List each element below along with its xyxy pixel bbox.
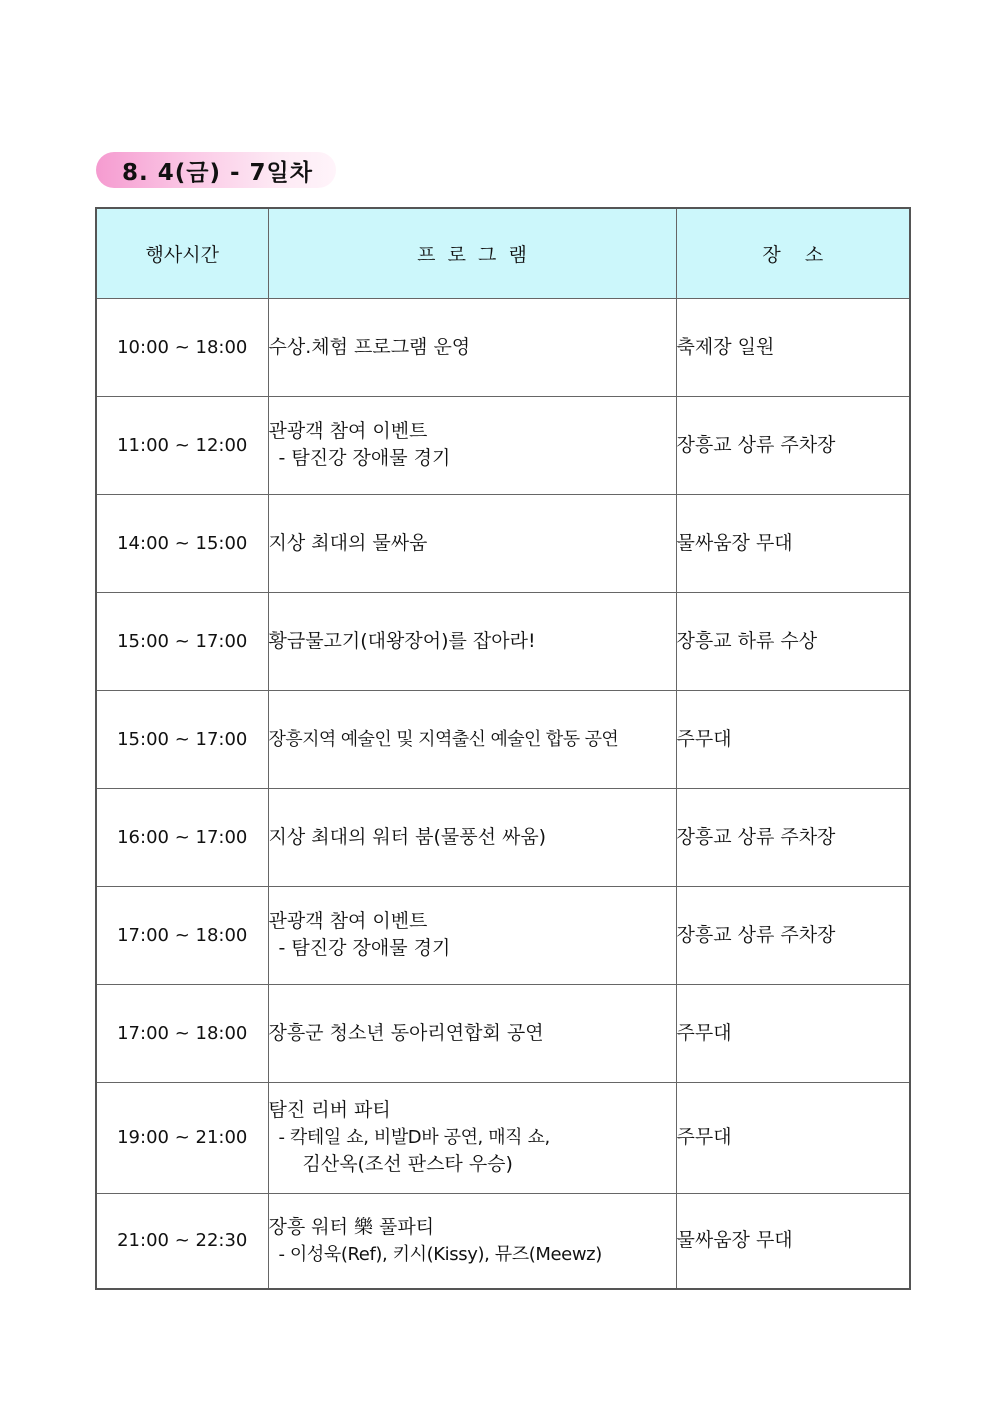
table-row <box>96 886 910 984</box>
table-row <box>96 1082 910 1193</box>
row-program <box>268 1082 676 1193</box>
program-title: 지상 최대의 물싸움 <box>268 531 428 554</box>
row-time: 19:00 ~ 21:00 <box>96 1082 268 1193</box>
row-time: 10:00 ~ 18:00 <box>96 298 268 396</box>
program-detail-continued: 김산옥(조선 판스타 우승) <box>302 1153 513 1175</box>
row-place: 장흥교 하류 수상 <box>676 592 910 690</box>
table-row <box>96 984 910 1082</box>
table-row <box>96 788 910 886</box>
row-time: 15:00 ~ 17:00 <box>96 592 268 690</box>
table-row <box>96 1193 910 1289</box>
row-program <box>268 984 676 1082</box>
table-row <box>96 298 910 396</box>
program-title: 장흥군 청소년 동아리연합회 공연 <box>268 1021 544 1044</box>
program-title: 관광객 참여 이벤트 <box>268 910 428 932</box>
program-detail: - 이성욱(Ref), 키시(Kissy), 뮤즈(Meewz) <box>278 1243 602 1265</box>
row-time: 21:00 ~ 22:30 <box>96 1193 268 1289</box>
program-title: 장흥지역 예술인 및 지역출신 예술인 합동 공연 <box>268 728 619 750</box>
header-program: 프 로 그 램 <box>268 208 676 298</box>
row-program <box>268 494 676 592</box>
row-place: 주무대 <box>676 690 910 788</box>
program-detail: - 탐진강 장애물 경기 <box>278 937 451 959</box>
row-place: 주무대 <box>676 1082 910 1193</box>
row-program <box>268 690 676 788</box>
program-detail: - 탐진강 장애물 경기 <box>278 447 451 469</box>
program-title: 장흥 워터 樂 풀파티 <box>268 1215 435 1238</box>
row-program <box>268 886 676 984</box>
row-time: 15:00 ~ 17:00 <box>96 690 268 788</box>
day-title: 8. 4(금) - 7일차 <box>122 159 313 186</box>
row-place: 장흥교 상류 주차장 <box>676 396 910 494</box>
program-title: 수상.체험 프로그램 운영 <box>268 335 471 358</box>
program-title: 황금물고기(대왕장어)를 잡아라! <box>268 629 536 652</box>
row-place: 물싸움장 무대 <box>676 494 910 592</box>
row-place: 장흥교 상류 주차장 <box>676 886 910 984</box>
row-program <box>268 1193 676 1289</box>
row-program <box>268 788 676 886</box>
table-header-row <box>96 208 910 298</box>
row-program <box>268 592 676 690</box>
program-title: 관광객 참여 이벤트 <box>268 420 428 442</box>
program-title: 지상 최대의 워터 붐(물풍선 싸움) <box>268 825 547 848</box>
row-program <box>268 298 676 396</box>
row-time: 14:00 ~ 15:00 <box>96 494 268 592</box>
table-row <box>96 690 910 788</box>
row-place: 축제장 일원 <box>676 298 910 396</box>
row-place: 주무대 <box>676 984 910 1082</box>
row-place: 물싸움장 무대 <box>676 1193 910 1289</box>
table-row <box>96 396 910 494</box>
program-detail: - 칵테일 쇼, 비발D바 공연, 매직 쇼, <box>278 1127 550 1148</box>
table-row <box>96 494 910 592</box>
header-time: 행사시간 <box>96 208 268 298</box>
row-time: 16:00 ~ 17:00 <box>96 788 268 886</box>
header-place: 장 소 <box>676 208 910 298</box>
day-title-badge <box>96 152 336 188</box>
row-time: 11:00 ~ 12:00 <box>96 396 268 494</box>
row-program <box>268 396 676 494</box>
schedule-table <box>95 207 911 1290</box>
table-row <box>96 592 910 690</box>
row-place: 장흥교 상류 주차장 <box>676 788 910 886</box>
row-time: 17:00 ~ 18:00 <box>96 886 268 984</box>
row-time: 17:00 ~ 18:00 <box>96 984 268 1082</box>
program-title: 탐진 리버 파티 <box>268 1099 391 1121</box>
